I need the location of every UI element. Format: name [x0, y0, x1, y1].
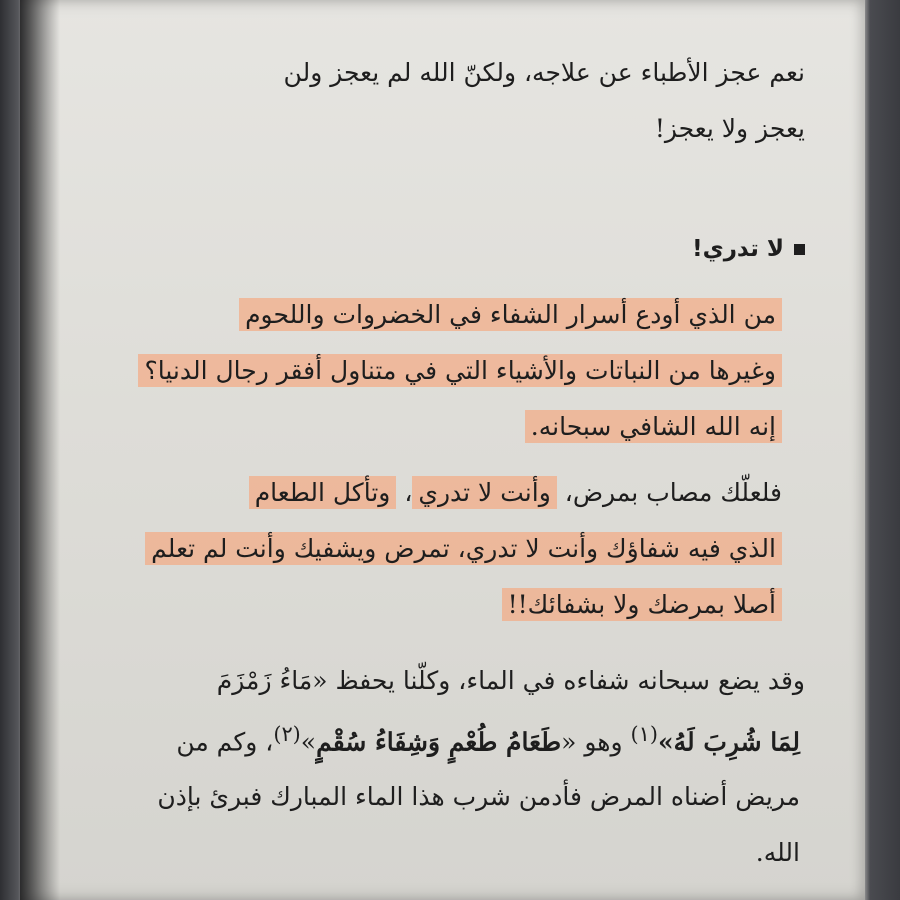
- plain-text: فلعلّك مصاب بمرض،: [556, 478, 782, 507]
- highlighted-text: وتأكل الطعام: [249, 476, 397, 509]
- text-line-9: وقد يضع سبحانه شفاءه في الماء، وكلّنا يحفظ «مَاءُ زَمْزَمَ: [216, 666, 805, 695]
- text-line-3: [239, 300, 782, 329]
- plain-text: وهو «: [561, 727, 631, 757]
- highlighted-text: الذي فيه شفاؤك وأنت لا تدري، تمرض ويشفيك وأنت لم تعلم: [145, 532, 782, 565]
- hadith-quote: لِمَا شُرِبَ لَهُ»: [657, 727, 800, 757]
- text-line-4: [138, 356, 782, 385]
- hadith-quote: طَعَامُ طُعْمٍ وَشِفَاءُ سُقْمٍ: [316, 727, 562, 757]
- section-heading: [692, 236, 805, 262]
- highlighted-text: وغيرها من النباتات والأشياء التي في متناول أفقر رجال الدنيا؟: [138, 354, 782, 387]
- plain-text: »: [300, 727, 317, 757]
- text-line-10: [176, 722, 800, 756]
- page-gutter-shadow: [20, 0, 60, 900]
- plain-text: ،: [396, 478, 413, 507]
- highlighted-text: من الذي أودع أسرار الشفاء في الخضروات واللحوم: [239, 298, 782, 331]
- plain-text: ، وكم من: [176, 727, 274, 757]
- text-line-2: يعجز ولا يعجز!: [654, 114, 805, 143]
- text-line-11: مريض أضناه المرض فأدمن شرب هذا الماء المبارك فبرئ بإذن: [157, 782, 800, 811]
- text-line-5: [525, 412, 782, 441]
- footnote-marker: (٢): [273, 722, 301, 746]
- highlighted-text: إنه الله الشافي سبحانه.: [525, 410, 782, 443]
- section-heading-text: لا تدري!: [692, 236, 784, 262]
- highlighted-text: أصلا بمرضك ولا بشفائك!!: [502, 588, 782, 621]
- footnote-marker: (١): [630, 722, 658, 746]
- text-line-6: [249, 478, 782, 507]
- text-line-1: نعم عجز الأطباء عن علاجه، ولكنّ الله لم يعجز ولن: [283, 58, 805, 87]
- text-line-12: الله.: [755, 838, 800, 867]
- square-bullet-icon: [794, 244, 805, 255]
- text-line-7: [145, 534, 782, 563]
- highlighted-text: وأنت لا تدري: [412, 476, 556, 509]
- text-line-8: [502, 590, 782, 619]
